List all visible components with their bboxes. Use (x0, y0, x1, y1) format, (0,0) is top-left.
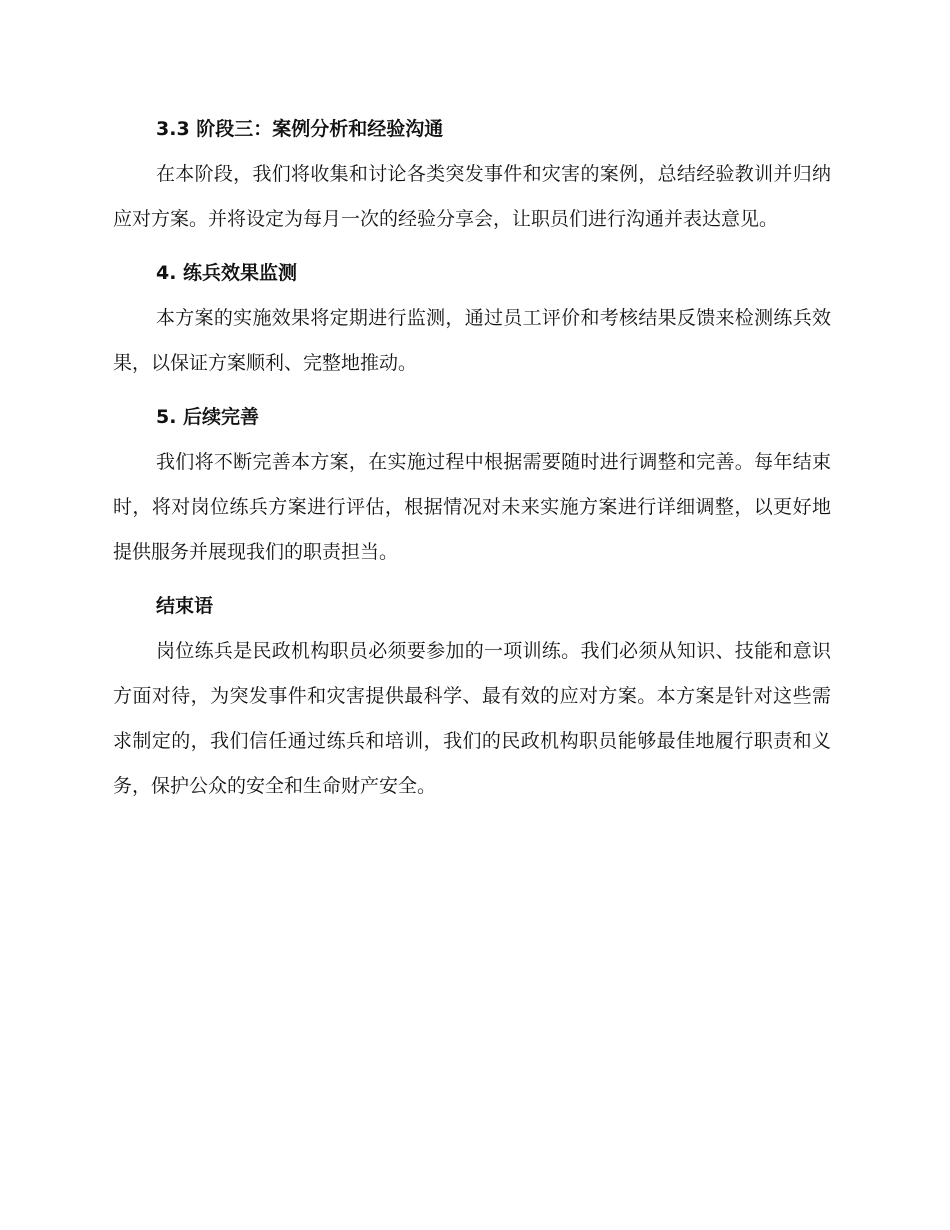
section-paragraph-stage-three: 在本阶段，我们将收集和讨论各类突发事件和灾害的案例，总结经验教训并归纳应对方案。并将设定为每月一次的经验分享会，让职员们进行沟通并表达意见。 (113, 163, 831, 230)
section-heading-stage-three: 3.3 阶段三：案例分析和经验沟通 (156, 118, 444, 140)
document-page (113, 108, 831, 809)
section-paragraph-effect-monitoring: 本方案的实施效果将定期进行监测，通过员工评价和考核结果反馈来检测练兵效果，以保证方案顺利、完整地推动。 (113, 307, 831, 374)
section-heading-effect-monitoring: 4. 练兵效果监测 (156, 262, 298, 284)
section-paragraph-conclusion: 岗位练兵是民政机构职员必须要参加的一项训练。我们必须从知识、技能和意识方面对待，为突发事件和灾害提供最科学、最有效的应对方案。本方案是针对这些需求制定的，我们信任通过练兵和培训，我们的民政机构职员能够最佳地履行职责和义务，保护公众的安全和生命财产安全。 (113, 640, 831, 797)
section-heading-conclusion: 结束语 (156, 595, 214, 617)
section-heading-follow-up: 5. 后续完善 (156, 406, 260, 428)
section-paragraph-follow-up: 我们将不断完善本方案，在实施过程中根据需要随时进行调整和完善。每年结束时，将对岗位练兵方案进行评估，根据情况对未来实施方案进行详细调整，以更好地提供服务并展现我们的职责担当。 (113, 451, 831, 563)
